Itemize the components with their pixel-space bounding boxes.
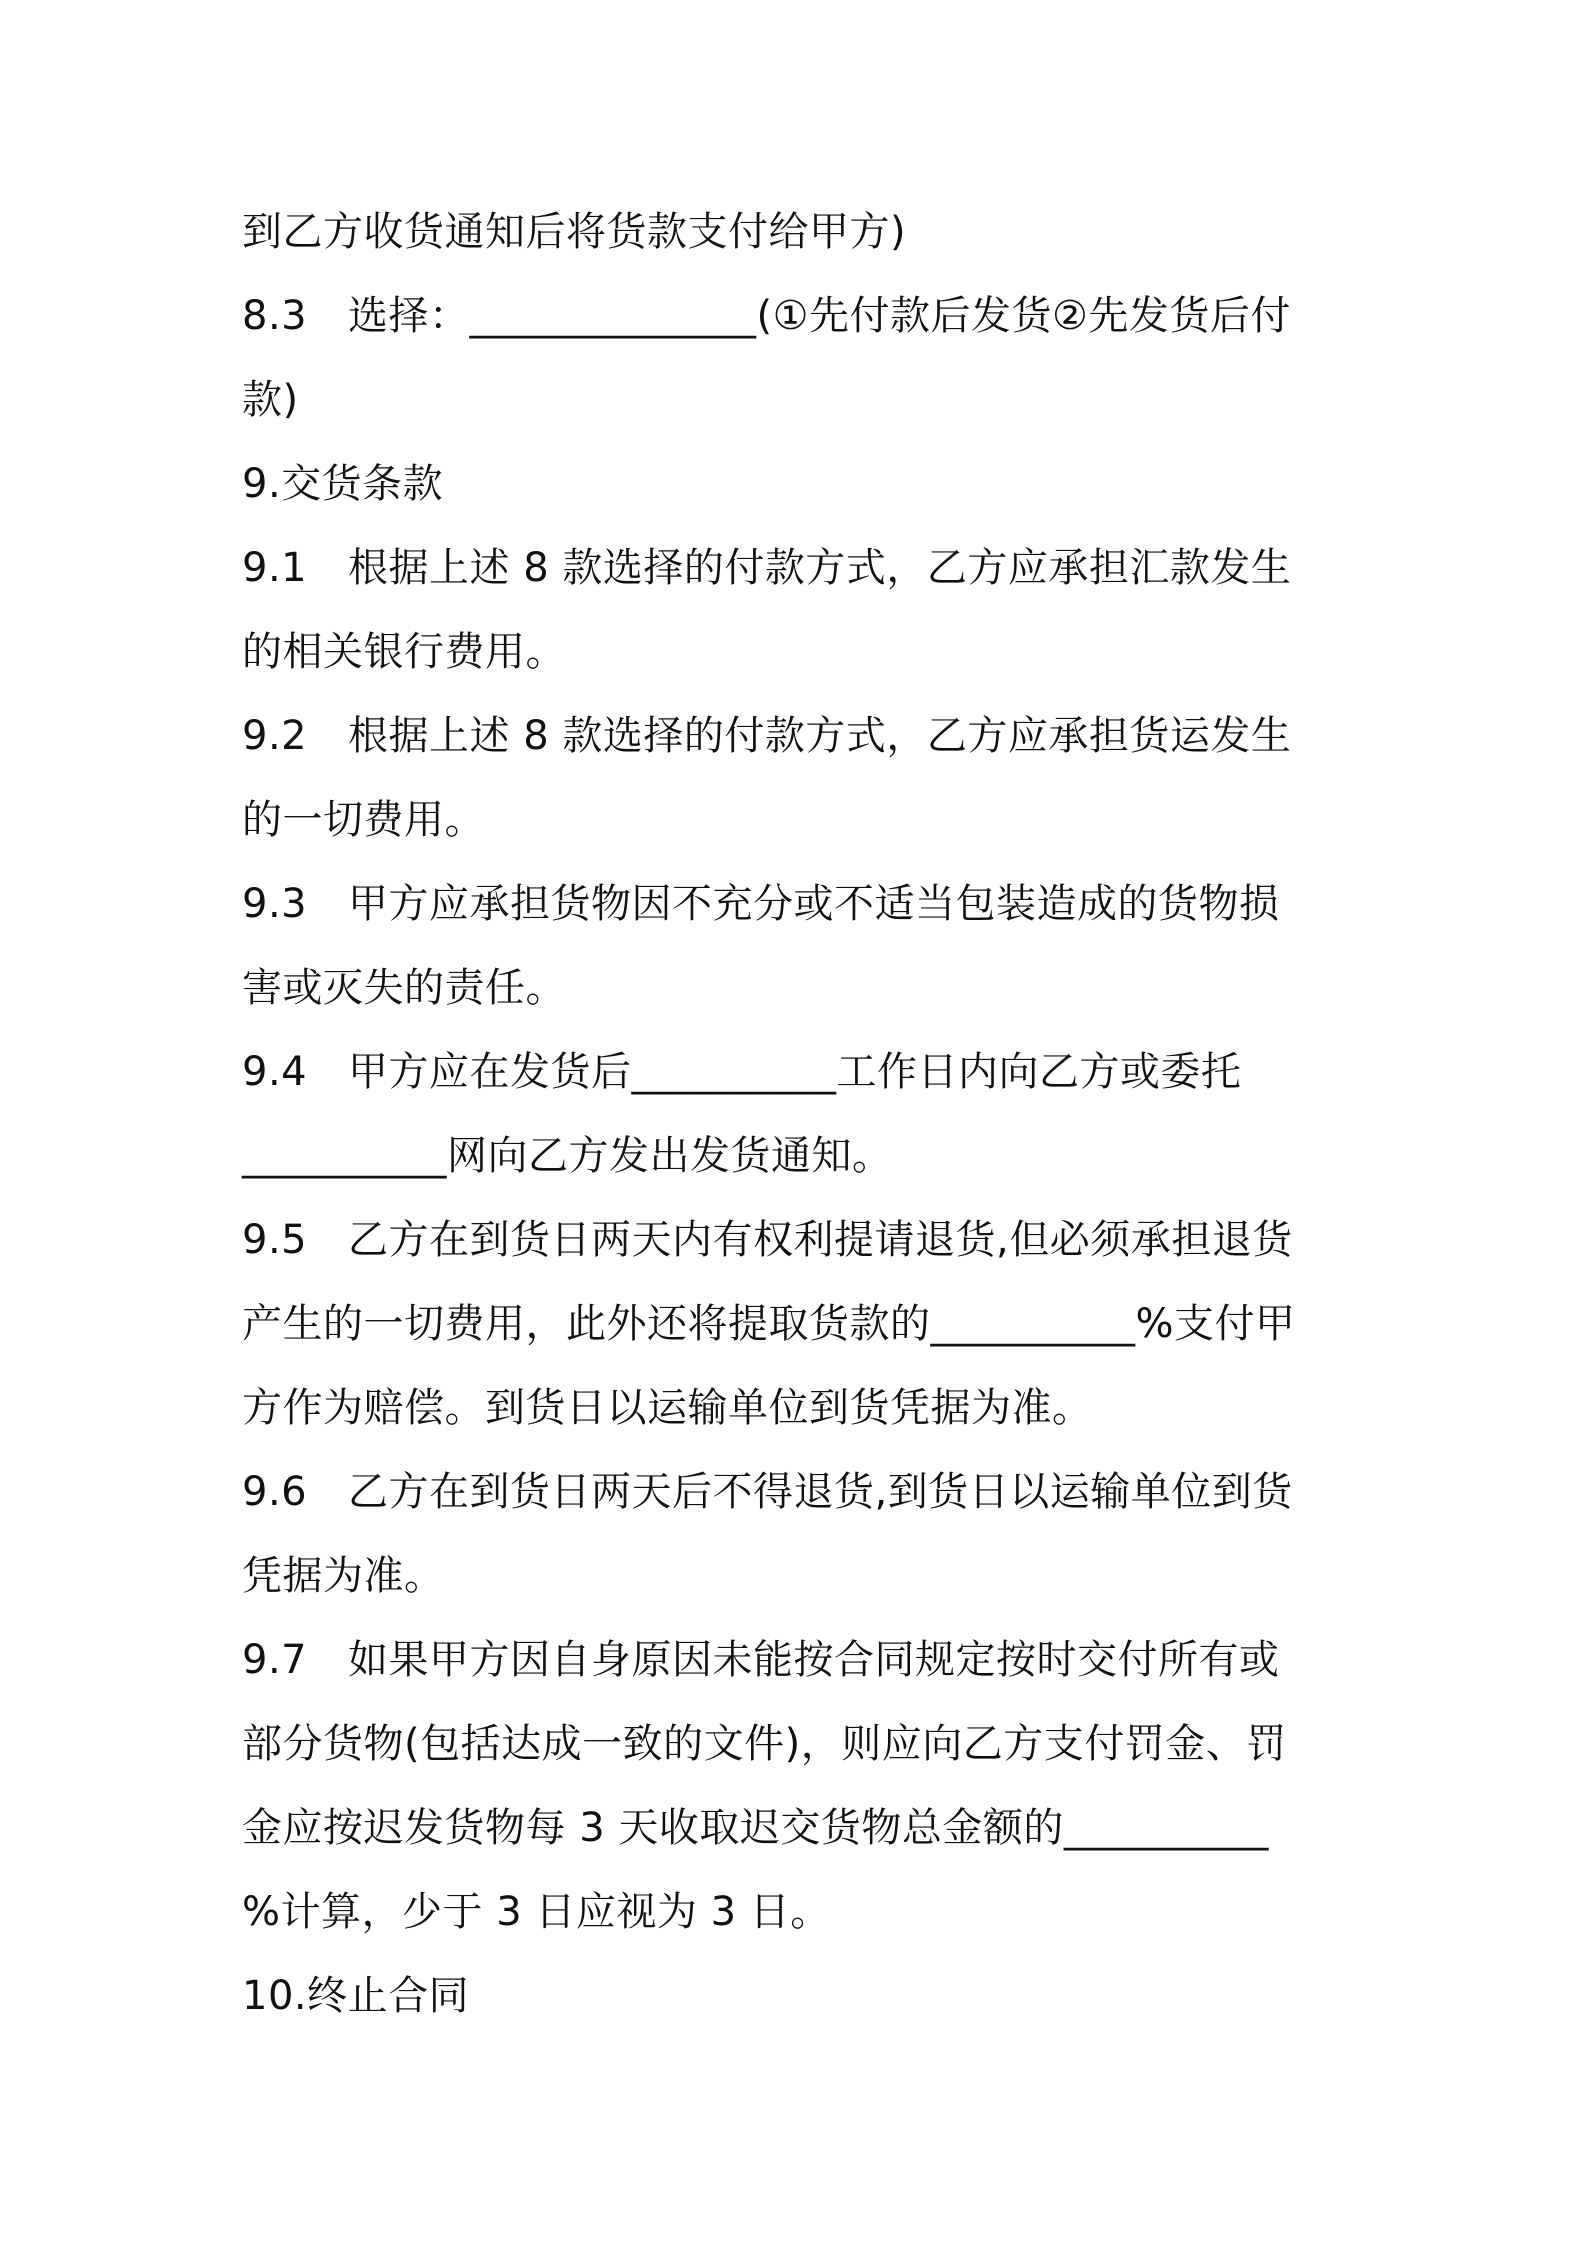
line-text: 害或灭失的责任。 (242, 965, 566, 1011)
clause-number: 9.1 (242, 545, 308, 591)
line-text: 产生的一切费用，此外还将提取货款的__________%支付甲 (242, 1301, 1296, 1347)
line-text: __________网向乙方发出发货通知。 (242, 1133, 893, 1179)
clause-9-3 (242, 862, 1362, 946)
clause-text: 甲方应承担货物因不充分或不适当包装造成的货物损 (348, 881, 1280, 927)
clause-number: 9.2 (242, 713, 308, 759)
section-heading-9 (242, 442, 1362, 526)
line-text: 款) (242, 377, 299, 423)
clause-number: 9.3 (242, 881, 308, 927)
clause-text: 根据上述 8 款选择的付款方式，乙方应承担汇款发生 (348, 545, 1292, 591)
clause-text: 选择：______________(①先付款后发货②先发货后付 (348, 293, 1291, 339)
text-line (242, 1786, 1362, 1870)
document-page (242, 190, 1362, 2038)
clause-text: 如果甲方因自身原因未能按合同规定按时交付所有或 (348, 1637, 1280, 1683)
clause-9-6 (242, 1450, 1362, 1534)
clause-number: 8.3 (242, 293, 308, 339)
section-title: 9.交货条款 (242, 461, 444, 507)
clause-text: 乙方在到货日两天内有权利提请退货,但必须承担退货 (348, 1217, 1293, 1263)
line-text: 方作为赔偿。到货日以运输单位到货凭据为准。 (242, 1385, 1093, 1431)
line-text: 金应按迟发货物每 3 天收取迟交货物总金额的__________ (242, 1805, 1269, 1851)
line-text: 的相关银行费用。 (242, 629, 566, 675)
text-line (242, 1114, 1362, 1198)
text-line (242, 946, 1362, 1030)
clause-9-2 (242, 694, 1362, 778)
text-line (242, 1534, 1362, 1618)
line-text: 部分货物(包括达成一致的文件)，则应向乙方支付罚金、罚 (242, 1721, 1287, 1767)
section-title: 10.终止合同 (242, 1973, 470, 2019)
line-text: 到乙方收货通知后将货款支付给甲方) (242, 209, 907, 255)
text-line (242, 1282, 1362, 1366)
text-line (242, 358, 1362, 442)
text-line (242, 1702, 1362, 1786)
line-text: 的一切费用。 (242, 797, 485, 843)
text-line (242, 1870, 1362, 1954)
text-line (242, 610, 1362, 694)
clause-text: 乙方在到货日两天后不得退货,到货日以运输单位到货 (348, 1469, 1293, 1515)
clause-text: 甲方应在发货后__________工作日内向乙方或委托 (348, 1049, 1242, 1095)
clause-9-4 (242, 1030, 1362, 1114)
clause-8-3 (242, 274, 1362, 358)
line-text: %计算，少于 3 日应视为 3 日。 (242, 1889, 831, 1935)
clause-number: 9.6 (242, 1469, 308, 1515)
clause-text: 根据上述 8 款选择的付款方式，乙方应承担货运发生 (348, 713, 1292, 759)
line-text: 凭据为准。 (242, 1553, 445, 1599)
clause-number: 9.5 (242, 1217, 308, 1263)
text-line (242, 190, 1362, 274)
text-line (242, 1366, 1362, 1450)
clause-9-5 (242, 1198, 1362, 1282)
text-line (242, 778, 1362, 862)
clause-number: 9.4 (242, 1049, 308, 1095)
clause-9-1 (242, 526, 1362, 610)
clause-number: 9.7 (242, 1637, 308, 1683)
section-heading-10 (242, 1954, 1362, 2038)
clause-9-7 (242, 1618, 1362, 1702)
